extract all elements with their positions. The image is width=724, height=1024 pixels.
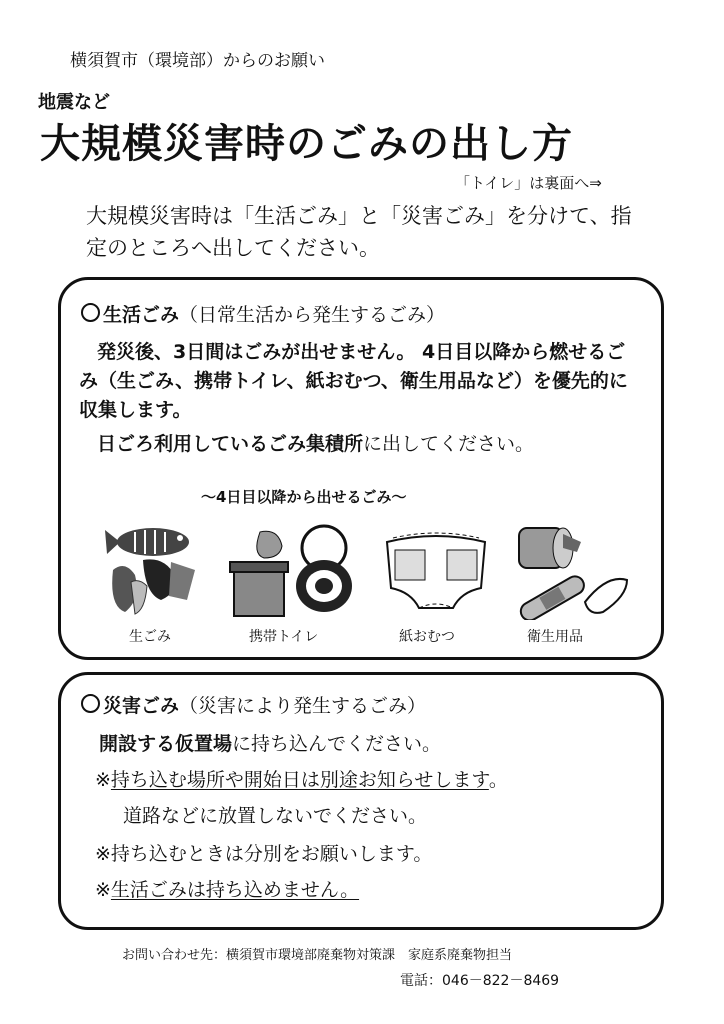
disaster-garbage-section [58, 672, 664, 930]
living-garbage-heading-note: （日常生活から発生するごみ） [179, 304, 446, 326]
living-garbage-heading [81, 300, 445, 327]
circle-icon [81, 694, 100, 713]
disaster-garbage-heading-note: （災害により発生するごみ） [179, 695, 427, 717]
page-title: 大規模災害時のごみの出し方 [40, 121, 573, 167]
portable-toilet-icon [226, 524, 356, 624]
item-caption-sanitary: 衛生用品 [527, 629, 583, 645]
item-caption-food-waste: 生ごみ [129, 629, 171, 645]
contact-text: お問い合わせ先：横須賀市環境部廃棄物対策課 家庭系廃棄物担当 [122, 948, 513, 963]
diaper-icon [381, 528, 491, 618]
note-no-living-garbage [95, 875, 359, 902]
no-road-dumping-text: 道路などに放置しないでください。 [123, 805, 428, 827]
note-mark: ※ [95, 879, 111, 901]
food-waste-icon [95, 520, 205, 624]
toilet-note: 「トイレ」は裏面へ⇒ [455, 174, 602, 192]
circle-icon [81, 303, 100, 322]
collection-point-text: 日ごろ利用しているごみ集積所 [97, 433, 364, 455]
note-no-living-garbage-text: 生活ごみは持ち込めません。 [110, 879, 360, 901]
temporary-site-text: 開設する仮置場 [99, 733, 233, 755]
living-garbage-instruction [97, 430, 534, 459]
temporary-site-rest: に持ち込んでください。 [232, 733, 442, 755]
intro-text: 大規模災害時は「生活ごみ」と「災害ごみ」を分けて、指定のところへ出してください。 [86, 204, 632, 260]
disaster-garbage-heading-label: 災害ごみ [103, 695, 180, 717]
note-location-date-text: 持ち込む場所や開始日は別途お知らせします [110, 769, 489, 791]
living-garbage-heading-label: 生活ごみ [103, 304, 180, 326]
instruction-rest-text: に出してください。 [363, 433, 535, 455]
note-location-date [95, 765, 508, 792]
sanitary-items-icon [511, 524, 631, 624]
phone-text: 電話：046－822－8469 [400, 973, 560, 989]
note-suffix: 。 [488, 769, 508, 791]
note-mark: ※ [95, 769, 111, 791]
note-separation-text: ※持ち込むときは分別をお願いします。 [95, 843, 433, 865]
items-heading: ～4日目以降から出せるごみ～ [201, 488, 407, 506]
item-caption-portable-toilet: 携帯トイレ [249, 629, 319, 645]
org-request-text: 横須賀市（環境部）からのお願い [70, 51, 325, 71]
living-garbage-section [58, 277, 664, 660]
temporary-site-instruction [99, 729, 441, 756]
item-caption-diaper: 紙おむつ [399, 629, 455, 645]
living-garbage-paragraph: 発災後、3日間はごみが出せません。 4日目以降から燃せるごみ（生ごみ、携帯トイレ、紙おむつ、衛生用品など）を優先的に収集します。 [79, 341, 628, 421]
page-subtitle: 地震など [38, 92, 110, 113]
disaster-garbage-heading [81, 691, 426, 718]
